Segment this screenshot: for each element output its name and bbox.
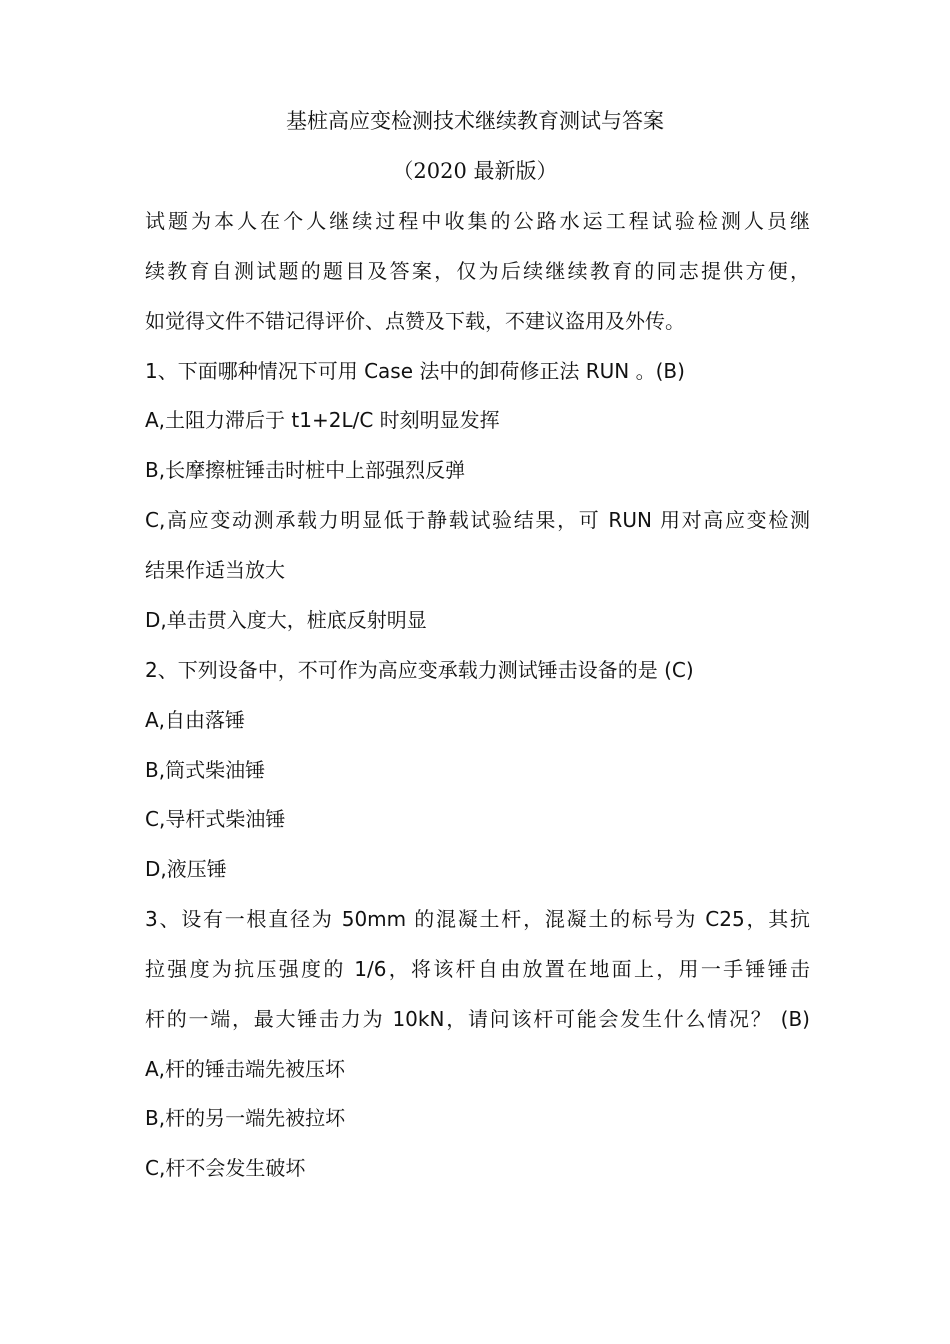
intro-paragraph-line: 如觉得文件不错记得评价、点赞及下载，不建议盗用及外传。 [145, 309, 685, 333]
intro-paragraph-line: 续教育自测试题的题目及答案，仅为后续继续教育的同志提供方便， [145, 259, 810, 283]
intro-paragraph-line: 试题为本人在个人继续过程中收集的公路水运工程试验检测人员继 [145, 209, 810, 233]
document-subtitle: （2020 最新版） [392, 159, 558, 183]
question-3-stem-continued: 拉强度为抗压强度的 1/6，将该杆自由放置在地面上，用一手锤锤击 [145, 957, 810, 981]
question-3-option-a: A,杆的锤击端先被压坏 [145, 1057, 346, 1081]
question-1-option-b: B,长摩擦桩锤击时桩中上部强烈反弹 [145, 458, 466, 482]
question-1-stem: 1、下面哪种情况下可用 Case 法中的卸荷修正法 RUN 。(B) [145, 359, 685, 383]
question-2-option-c: C,导杆式柴油锤 [145, 807, 286, 831]
question-3-option-c: C,杆不会发生破坏 [145, 1156, 306, 1180]
question-2-option-b: B,筒式柴油锤 [145, 758, 266, 782]
question-3-stem: 3、设有一根直径为 50mm 的混凝土杆，混凝土的标号为 C25，其抗 [145, 907, 810, 931]
question-1-option-d: D,单击贯入度大，桩底反射明显 [145, 608, 427, 632]
question-2-option-a: A,自由落锤 [145, 708, 246, 732]
question-3-option-b: B,杆的另一端先被拉坏 [145, 1106, 346, 1130]
question-2-stem: 2、下列设备中，不可作为高应变承载力测试锤击设备的是 (C) [145, 658, 694, 682]
question-1-option-a: A,土阻力滞后于 t1+2L/C 时刻明显发挥 [145, 408, 500, 432]
question-2-option-d: D,液压锤 [145, 857, 227, 881]
document-title: 基桩高应变检测技术继续教育测试与答案 [286, 109, 664, 133]
question-3-stem-continued: 杆的一端，最大锤击力为 10kN，请问该杆可能会发生什么情况？ (B) [145, 1007, 810, 1031]
question-1-option-c: C,高应变动测承载力明显低于静载试验结果，可 RUN 用对高应变检测 [145, 508, 810, 532]
question-1-option-c-continued: 结果作适当放大 [145, 558, 285, 582]
